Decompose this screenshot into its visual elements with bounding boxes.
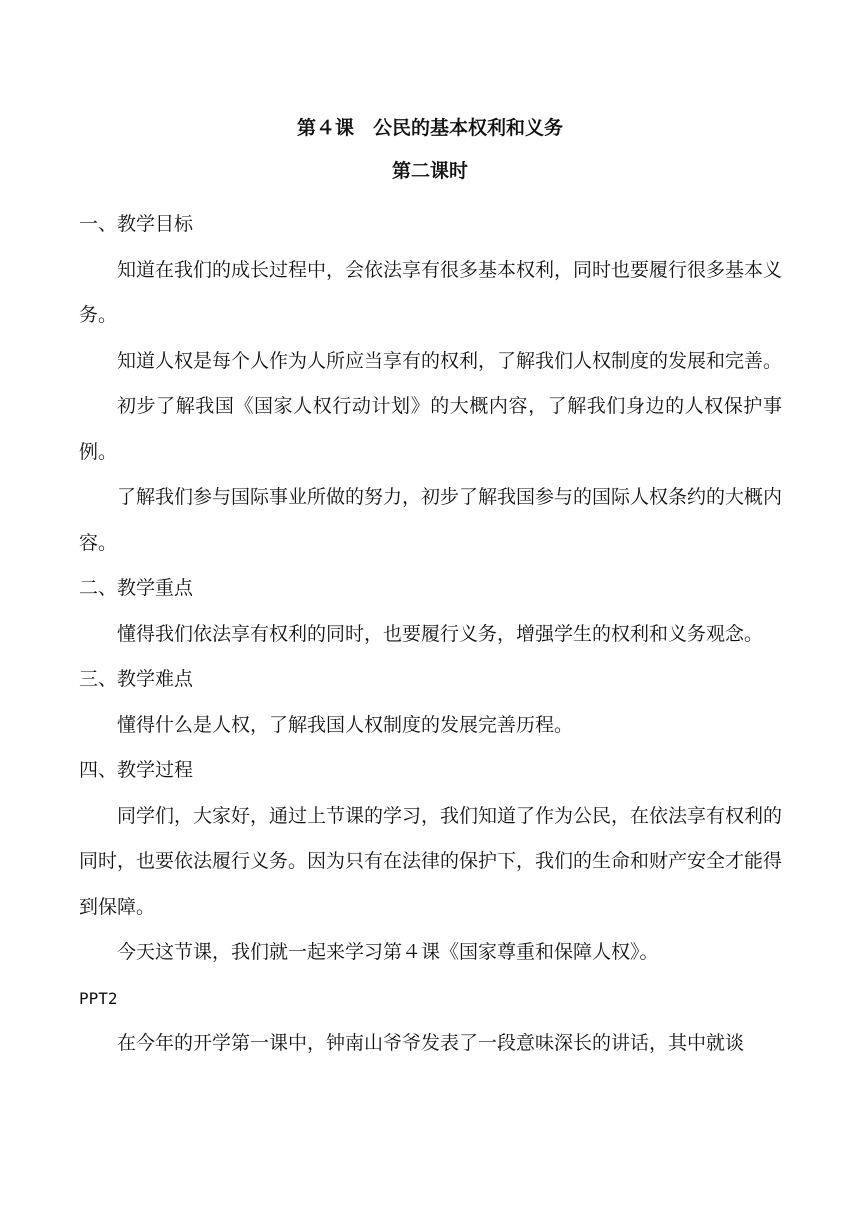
section-heading-objectives: 一、教学目标 [79,213,194,235]
objective-paragraph: 初步了解我国《国家人权行动计划》的大概内容，了解我们身边的人权保护事例。 [79,395,782,463]
process-paragraph: 今天这节课，我们就一起来学习第４课《国家尊重和保障人权》。 [117,941,659,963]
section-heading-process: 四、教学过程 [79,759,194,781]
objective-paragraph: 了解我们参与国际事业所做的努力，初步了解我国参与的国际人权条约的大概内容。 [79,486,783,554]
difficulty-paragraph: 懂得什么是人权，了解我国人权制度的发展完善历程。 [117,713,574,736]
document-title: 第４课 公民的基本权利和义务 [296,117,563,139]
section-heading-key-points: 二、教学重点 [79,577,194,599]
process-paragraph: 同学们，大家好，通过上节课的学习，我们知道了作为公民，在依法享有权利的同时，也要依法履行义务。因为只有在法律的保护下，我们的生命和财产安全才能得到保障。 [79,804,783,918]
objective-paragraph: 知道人权是每个人作为人所应当享有的权利，了解我们人权制度的发展和完善。 [117,349,783,372]
key-point-paragraph: 懂得我们依法享有权利的同时，也要履行义务，增强学生的权利和义务观念。 [117,622,764,645]
objective-paragraph: 知道在我们的成长过程中，会依法享有很多基本权利，同时也要履行很多基本义务。 [79,258,783,326]
document-body [79,202,782,1067]
document-subtitle: 第二课时 [391,160,468,182]
tail-paragraph: 在今年的开学第一课中，钟南山爷爷发表了一段意味深长的讲话，其中就谈 [117,1032,745,1054]
slide-label: PPT2 [79,988,118,1008]
section-heading-difficulties: 三、教学难点 [79,668,194,690]
